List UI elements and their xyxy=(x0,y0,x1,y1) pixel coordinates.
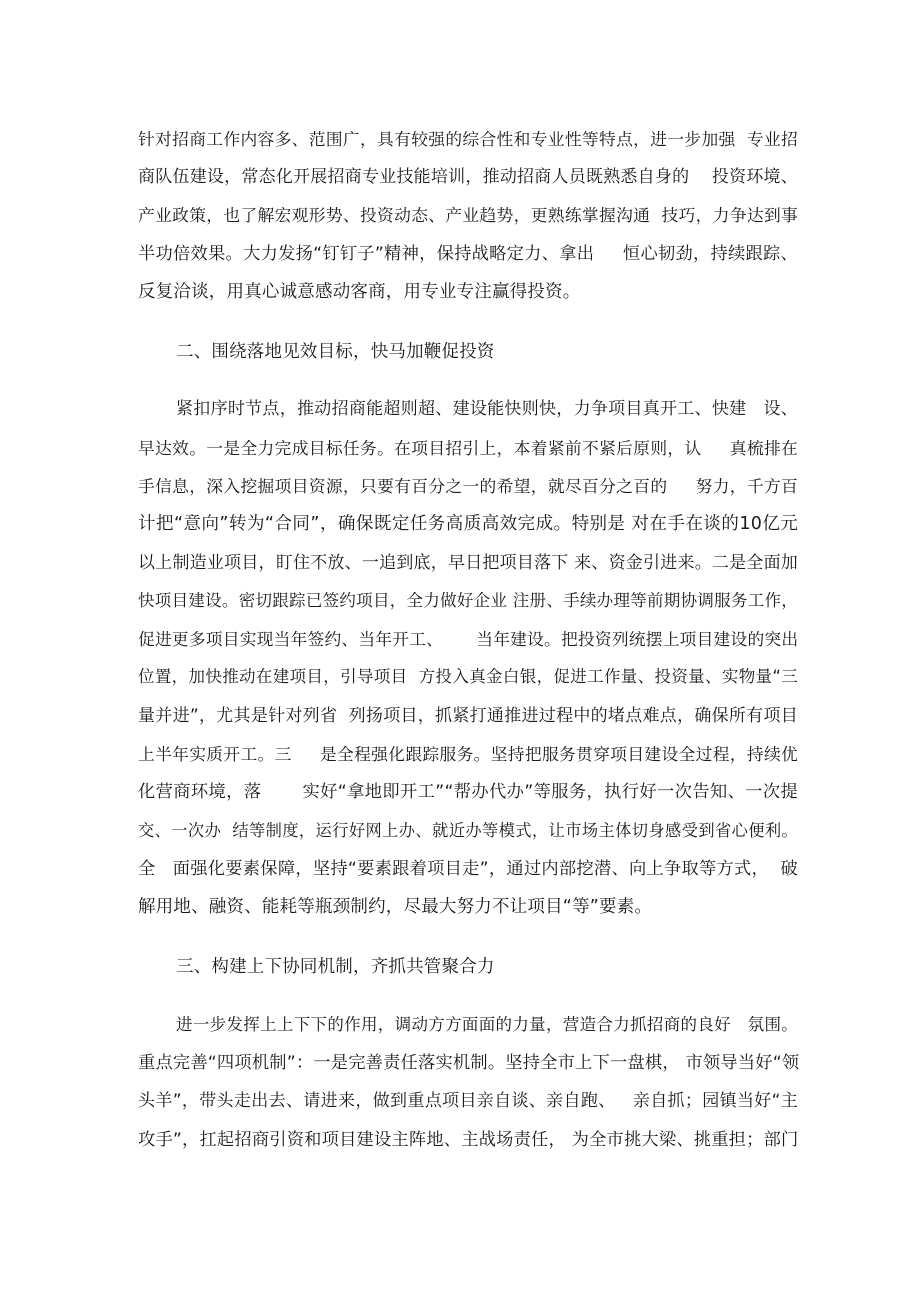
paragraph-2-line-3: 手信息，深入挖掘项目资源，只要有百分之一的希望，就尽百分之百的 努力，千方百 xyxy=(138,476,798,496)
paragraph-3-line-2: 重点完善“四项机制”：一是完善责任落实机制。坚持全市上下一盘棋， 市领导当好“领 xyxy=(138,1053,800,1073)
paragraph-2-line-13: 全 面强化要素保障，坚持“要素跟着项目走”，通过内部挖潜、向上争取等方式， 破 xyxy=(138,859,798,879)
paragraph-2-line-12: 交、一次办 结等制度，运行好网上办、就近办等模式，让市场主体切身感受到省心便利。 xyxy=(138,821,798,840)
paragraph-2-line-14: 解用地、融资、能耗等瓶颈制约，尽最大努力不让项目“等”要素。 xyxy=(138,897,653,917)
paragraph-2-line-2: 早达效。一是全力完成目标任务。在项目招引上，本着紧前不紧后原则，认 真梳排在 xyxy=(138,438,798,458)
paragraph-2-line-9: 量并进”，尤其是针对列省 列扬项目，抓紧打通推进过程中的堵点难点，确保所有项目 xyxy=(138,706,798,726)
paragraph-1-line-4: 半功倍效果。大力发扬“钉钉子”精神，保持战略定力、拿出 恒心韧劲，持续跟踪、 xyxy=(138,244,798,264)
paragraph-2-line-5: 以上制造业项目，盯住不放、一追到底，早日把项目落下 来、资金引进来。二是全面加 xyxy=(138,553,798,573)
paragraph-1-line-2: 商队伍建设，常态化开展招商专业技能培训，推动招商人员既熟悉自身的 投资环境、 xyxy=(138,167,798,187)
section-heading-2: 二、围绕落地见效目标，快马加鞭促投资 xyxy=(176,342,495,362)
paragraph-3-line-3: 头羊”，带头走出去、请进来，做到重点项目亲自谈、亲自跑、 亲自抓；园镇当好“主 xyxy=(138,1091,798,1111)
paragraph-1-line-5: 反复洽谈，用真心诚意感动客商，用专业专注赢得投资。 xyxy=(138,282,581,302)
paragraph-3-line-1: 进一步发挥上上下下的作用，调动方方面面的力量，营造合力抓招商的良好 氛围。 xyxy=(176,1015,798,1034)
paragraph-2-line-4: 计把“意向”转为“合同”，确保既定任务高质高效完成。特别是 对在手在谈的10亿元 xyxy=(138,514,798,534)
section-heading-3: 三、构建上下协同机制，齐抓共管聚合力 xyxy=(176,957,495,977)
paragraph-1-line-3: 产业政策，也了解宏观形势、投资动态、产业趋势，更熟练掌握沟通 技巧，力争达到事 xyxy=(138,205,798,225)
paragraph-3-line-4: 攻手”，扛起招商引资和项目建设主阵地、主战场责任， 为全市挑大梁、挑重担；部门 xyxy=(138,1130,799,1150)
paragraph-1-line-1: 针对招商工作内容多、范围广，具有较强的综合性和专业性等特点，进一步加强 专业招 xyxy=(138,129,798,149)
paragraph-2-line-6: 快项目建设。密切跟踪已签约项目，全力做好企业 注册、手续办理等前期协调服务工作， xyxy=(138,591,798,610)
paragraph-2-line-8: 位置，加快推动在建项目，引导项目 方投入真金白银，促进工作量、投资量、实物量“三 xyxy=(138,667,798,686)
paragraph-2-line-10: 上半年实质开工。三 是全程强化跟踪服务。坚持把服务贯穿项目建设全过程，持续优 xyxy=(138,744,798,764)
paragraph-2-line-7: 促进更多项目实现当年签约、当年开工、 当年建设。把投资列统摆上项目建设的突出 xyxy=(138,629,799,649)
paragraph-2-line-1: 紧扣序时节点，推动招商能超则超、建设能快则快，力争项目真开工、快建 设、 xyxy=(176,399,798,419)
paragraph-2-line-11: 化营商环境，落 实好“拿地即开工”“帮办代办”等服务，执行好一次告知、一次提 xyxy=(138,782,798,802)
